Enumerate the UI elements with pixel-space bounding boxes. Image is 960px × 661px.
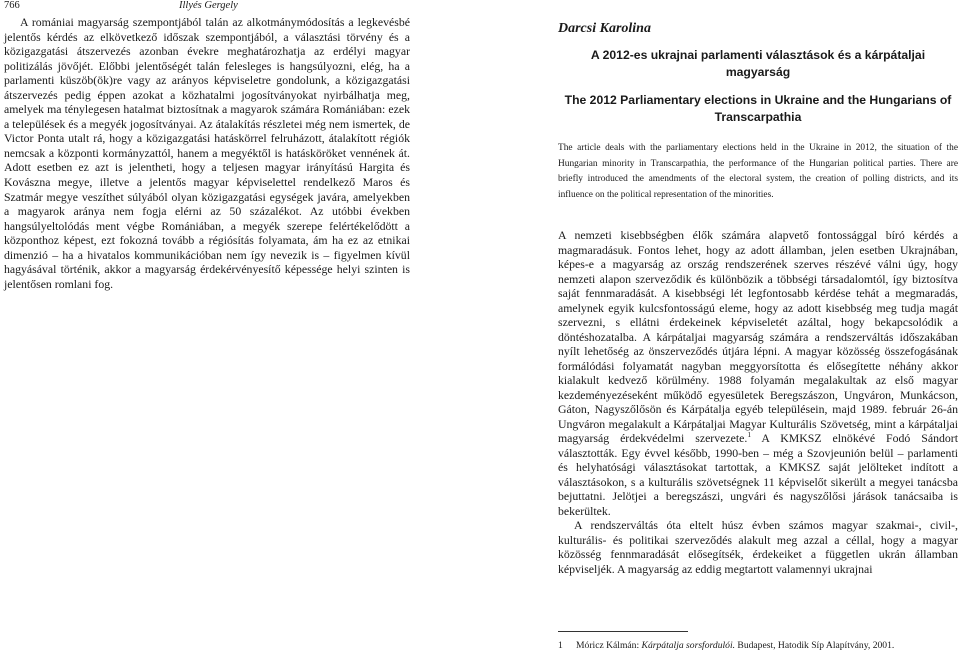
left-column-text <box>4 15 410 291</box>
body-paragraph <box>558 228 958 518</box>
footnote-author: Móricz Kálmán: <box>576 640 642 651</box>
body-paragraph: A rendszerváltás óta eltelt húsz évben számos magyar szakmai-, civil-, kulturális- és politikai szerveződés alakult meg azzal a céllal, hogy a magyar közösség fennmaradását elősegítsék, érdekeiket a független ukrán államban képviseljék. A magyarság az eddig megtartott valamennyi ukrajnai <box>558 518 958 576</box>
paragraph-text: A nemzeti kisebbségben élők számára alapvető fontossággal bíró kérdés a magmaradásuk. Fontos lehet, hogy az adott államban, jelen esetben Ukrajnában, képes-e a magyarság az ország rendszerének szerves részévé válni úgy, hogy nemzeti alapon szerveződik és különbözik a többségi társadalomtól, így biztosítva saját fennmaradását. A kisebbségi lét legfontosabb kérdése tehát a megmaradás, amelynek egyik kulcsfontosságú eleme, hogy az adott kisebbség meg tudja magát szervezni, s ellátni érdekeinek képviseletét azáltal, hogy bekapcsolódik a döntéshozatalba. A kárpátaljai magyarság számára a rendszerváltás időszakában nyílt lehetőség az önszerveződés útjára lépni. A magyar közösség összefogásának formálódási folyamatát nagyban meggyorsította és elősegítette néhány akkor kialakult kedvező körülmény. 1988 folyamán megalakultak az első magyar kezdeményezéseként működő egyesületek Beregszászon, Ungváron, Munkácson, Gáton, Nagyszőlősön és Kárpátalja egyéb településein, majd 1989. február 26-án Ungváron megalakult a Kárpátaljai Magyar Kulturális Szövetség, mint a kárpátaljai magyarság érdekvédelmi szervezete. <box>558 228 958 446</box>
footnote-work-title: Kárpátalja sorsfordulói. <box>641 640 736 651</box>
left-page <box>0 0 478 661</box>
footnote <box>558 640 958 652</box>
body-paragraph: A romániai magyarság szempontjából talán az alkotmánymódosítás a legkevésbé jelentős kérdés az elkövetkező időszak szempontjából, a választási törvény és a közigazgatási átszervezés azonban évekre meghatározhatja az erdélyi magyar politizálás jövőjét. Előbbi jelentőségét talán felesleges is hangsúlyozni, elég, ha a parlamenti küszöb(ök)re vagy az arányos képviseletre gondolunk, a közigazgatási átszervezés pedig éppen azokat a közhatalmi jogosítványokat nyirbálhatja meg, amelyek ma ténylegesen hatalmat biztosítnak a magyarok számára Romániában: ezek a települések és a megyék jogosítványai. Az átalakítás részletei még nem ismertek, de Victor Ponta utalt rá, hogy a közigazgatási hatáskörrel felruházott, átalakított régiók nemcsak a központi kormányzattól, hanem a megyéktől is hatásköröket vennének át. Adott esetben ez azt is jelentheti, hogy a teljesen magyar irányítású Hargita és Kovászna megye, illetve a jelentős magyar képviselettel rendelkező Maros és Szatmár megye veszíthet súlyából olyan közigazgatási egységek javára, amelyekben a magyarok aránya nem fogja elérni az 50 százalékot. Az utóbbi években hangsúlyeltolódás ment végbe Romániában, a megyék szerepe felértékelődött a központhoz képest, ezt fokozná tovább a régiósítás folyamata, ám ha ez az etnikai dimenzió – ha a hivatalos kommunikációban nem így nevezik is – figyelmen kívül hagyásával történik, akkor a magyarság érdekérvényesítő képessége helyi szinten is jelentősen romlani fog. <box>4 15 410 291</box>
article-column <box>558 20 958 576</box>
footnote-publication: Budapest, Hatodik Síp Alapítvány, 2001. <box>735 640 895 651</box>
article-abstract: The article deals with the parliamentary elections held in the Ukraine in 2012, the situation of the Hungarian minority in Transcarpathia, the performance of the Hungarian political parties. There are briefly introduced the amendments of the electoral system, the creation of polling districts, and its influence on the political representation of the minorities. <box>558 143 958 200</box>
paragraph-text: A KMKSZ elnökévé Fodó Sándort választották. Egy évvel később, 1990-ben – még a Szovjeunión belül – parlamenti és helyhatósági választásokat tartottak, a KMKSZ saját jelölteket indított a választásokon, s a kulturális szövetségnek 11 képviselőt sikerült a megyei tanácsba bejuttatni. Jelötjei a beregszászi, ungvári és nagyszőlősi járások tanácsaiba is bekerültek. <box>558 431 958 518</box>
running-head <box>4 0 478 14</box>
page-number: 766 <box>4 0 20 11</box>
article-body <box>558 228 958 576</box>
article-title-hungarian: A 2012-es ukrajnai parlamenti választások és a kárpátaljai magyarság <box>590 48 926 79</box>
article-author: Darcsi Karolina <box>558 21 651 36</box>
footnote-mark: 1 <box>558 640 563 651</box>
footnote-divider <box>558 631 688 632</box>
footnote-reference[interactable]: 1 <box>747 430 752 440</box>
article-title-english: The 2012 Parliamentary elections in Ukraine and the Hungarians of Transcarpathia <box>564 93 952 124</box>
running-head-author: Illyés Gergely <box>179 0 238 11</box>
